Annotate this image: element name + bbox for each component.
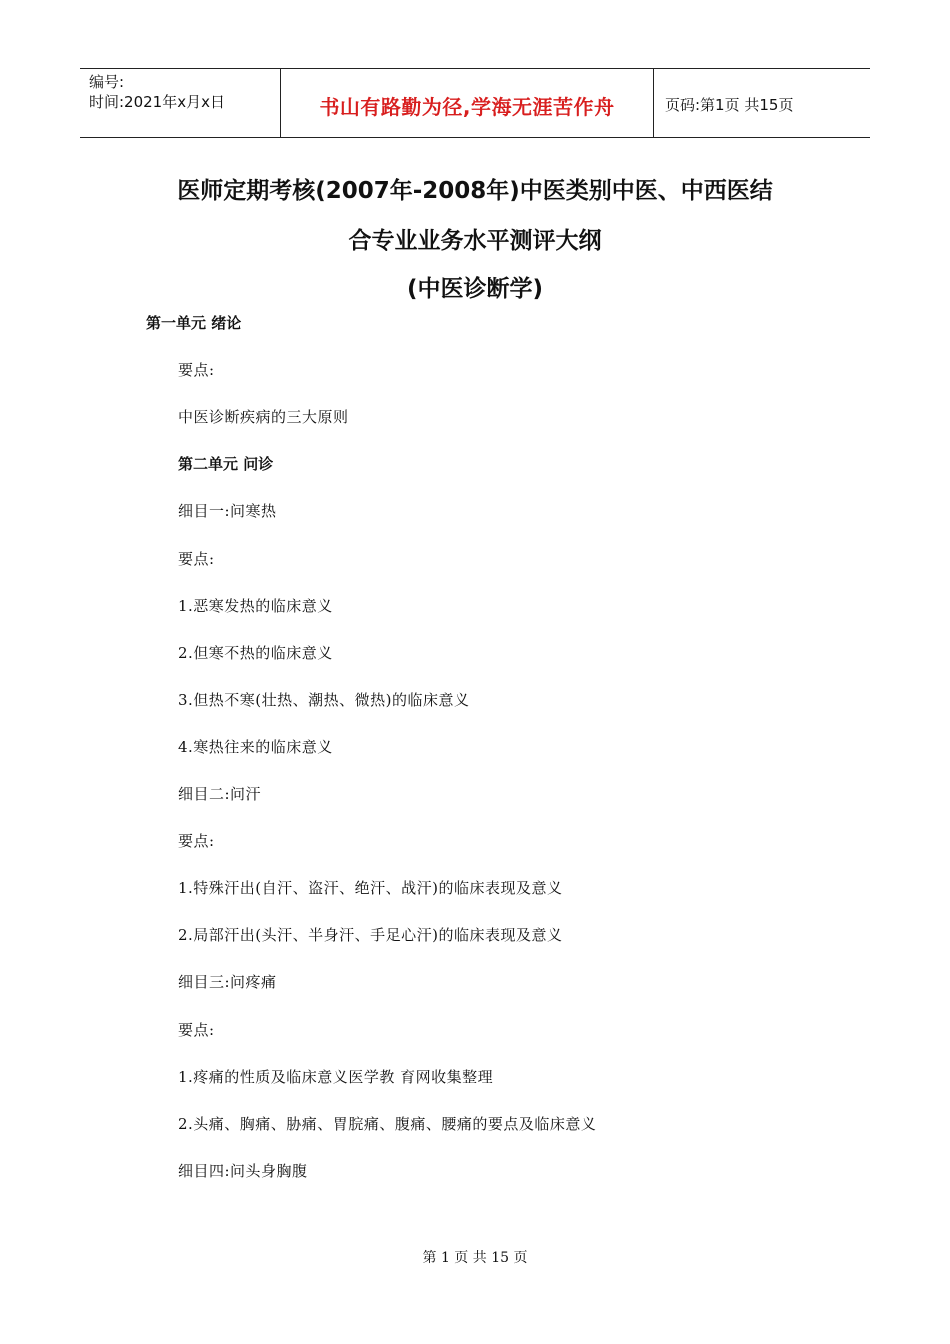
document-subtitle: (中医诊断学) [406,276,544,302]
body-text-line: 2.但寒不热的临床意义 [178,644,333,662]
header-page-code: 页码:第1页 共15页 [665,96,794,114]
body-text-line: 要点: [178,832,215,850]
body-text-line: 细目一:问寒热 [178,502,277,520]
page-header [80,68,870,138]
body-text-line: 中医诊断疾病的三大原则 [178,408,349,426]
header-motto-cell [281,69,654,137]
header-motto: 书山有路勤为径,学海无涯苦作舟 [319,95,615,119]
body-text-line: 4.寒热往来的临床意义 [178,738,333,756]
body-text-line: 要点: [178,361,215,379]
header-page-cell [655,69,870,137]
body-text-line: 3.但热不寒(壮热、潮热、微热)的临床意义 [178,691,470,709]
document-number-label: 编号: [89,73,125,91]
document-title-line-1: 医师定期考核(2007年-2008年)中医类别中医、中西医结 [177,178,773,204]
body-text-line: 2.头痛、胸痛、胁痛、胃脘痛、腹痛、腰痛的要点及临床意义 [178,1115,597,1133]
document-title-line-2: 合专业业务水平测评大纲 [348,228,602,254]
document-time-label: 时间:2021年x月x日 [89,93,225,111]
body-text-line: 要点: [178,550,215,568]
body-text-line: 细目四:问头身胸腹 [178,1162,308,1180]
body-text-line: 要点: [178,1021,215,1039]
body-text-line: 2.局部汗出(头汗、半身汗、手足心汗)的临床表现及意义 [178,926,563,944]
body-text-line: 1.特殊汗出(自汗、盗汗、绝汗、战汗)的临床表现及意义 [178,879,563,897]
body-text-line: 1.疼痛的性质及临床意义医学教 育网收集整理 [178,1068,494,1086]
header-info-cell [80,69,281,137]
body-text-line: 细目二:问汗 [178,785,262,803]
page-footer: 第 1 页 共 15 页 [422,1250,528,1266]
section-heading: 第一单元 绪论 [146,314,242,332]
body-text-line: 细目三:问疼痛 [178,973,277,991]
section-heading: 第二单元 问诊 [178,455,274,473]
body-text-line: 1.恶寒发热的临床意义 [178,597,333,615]
